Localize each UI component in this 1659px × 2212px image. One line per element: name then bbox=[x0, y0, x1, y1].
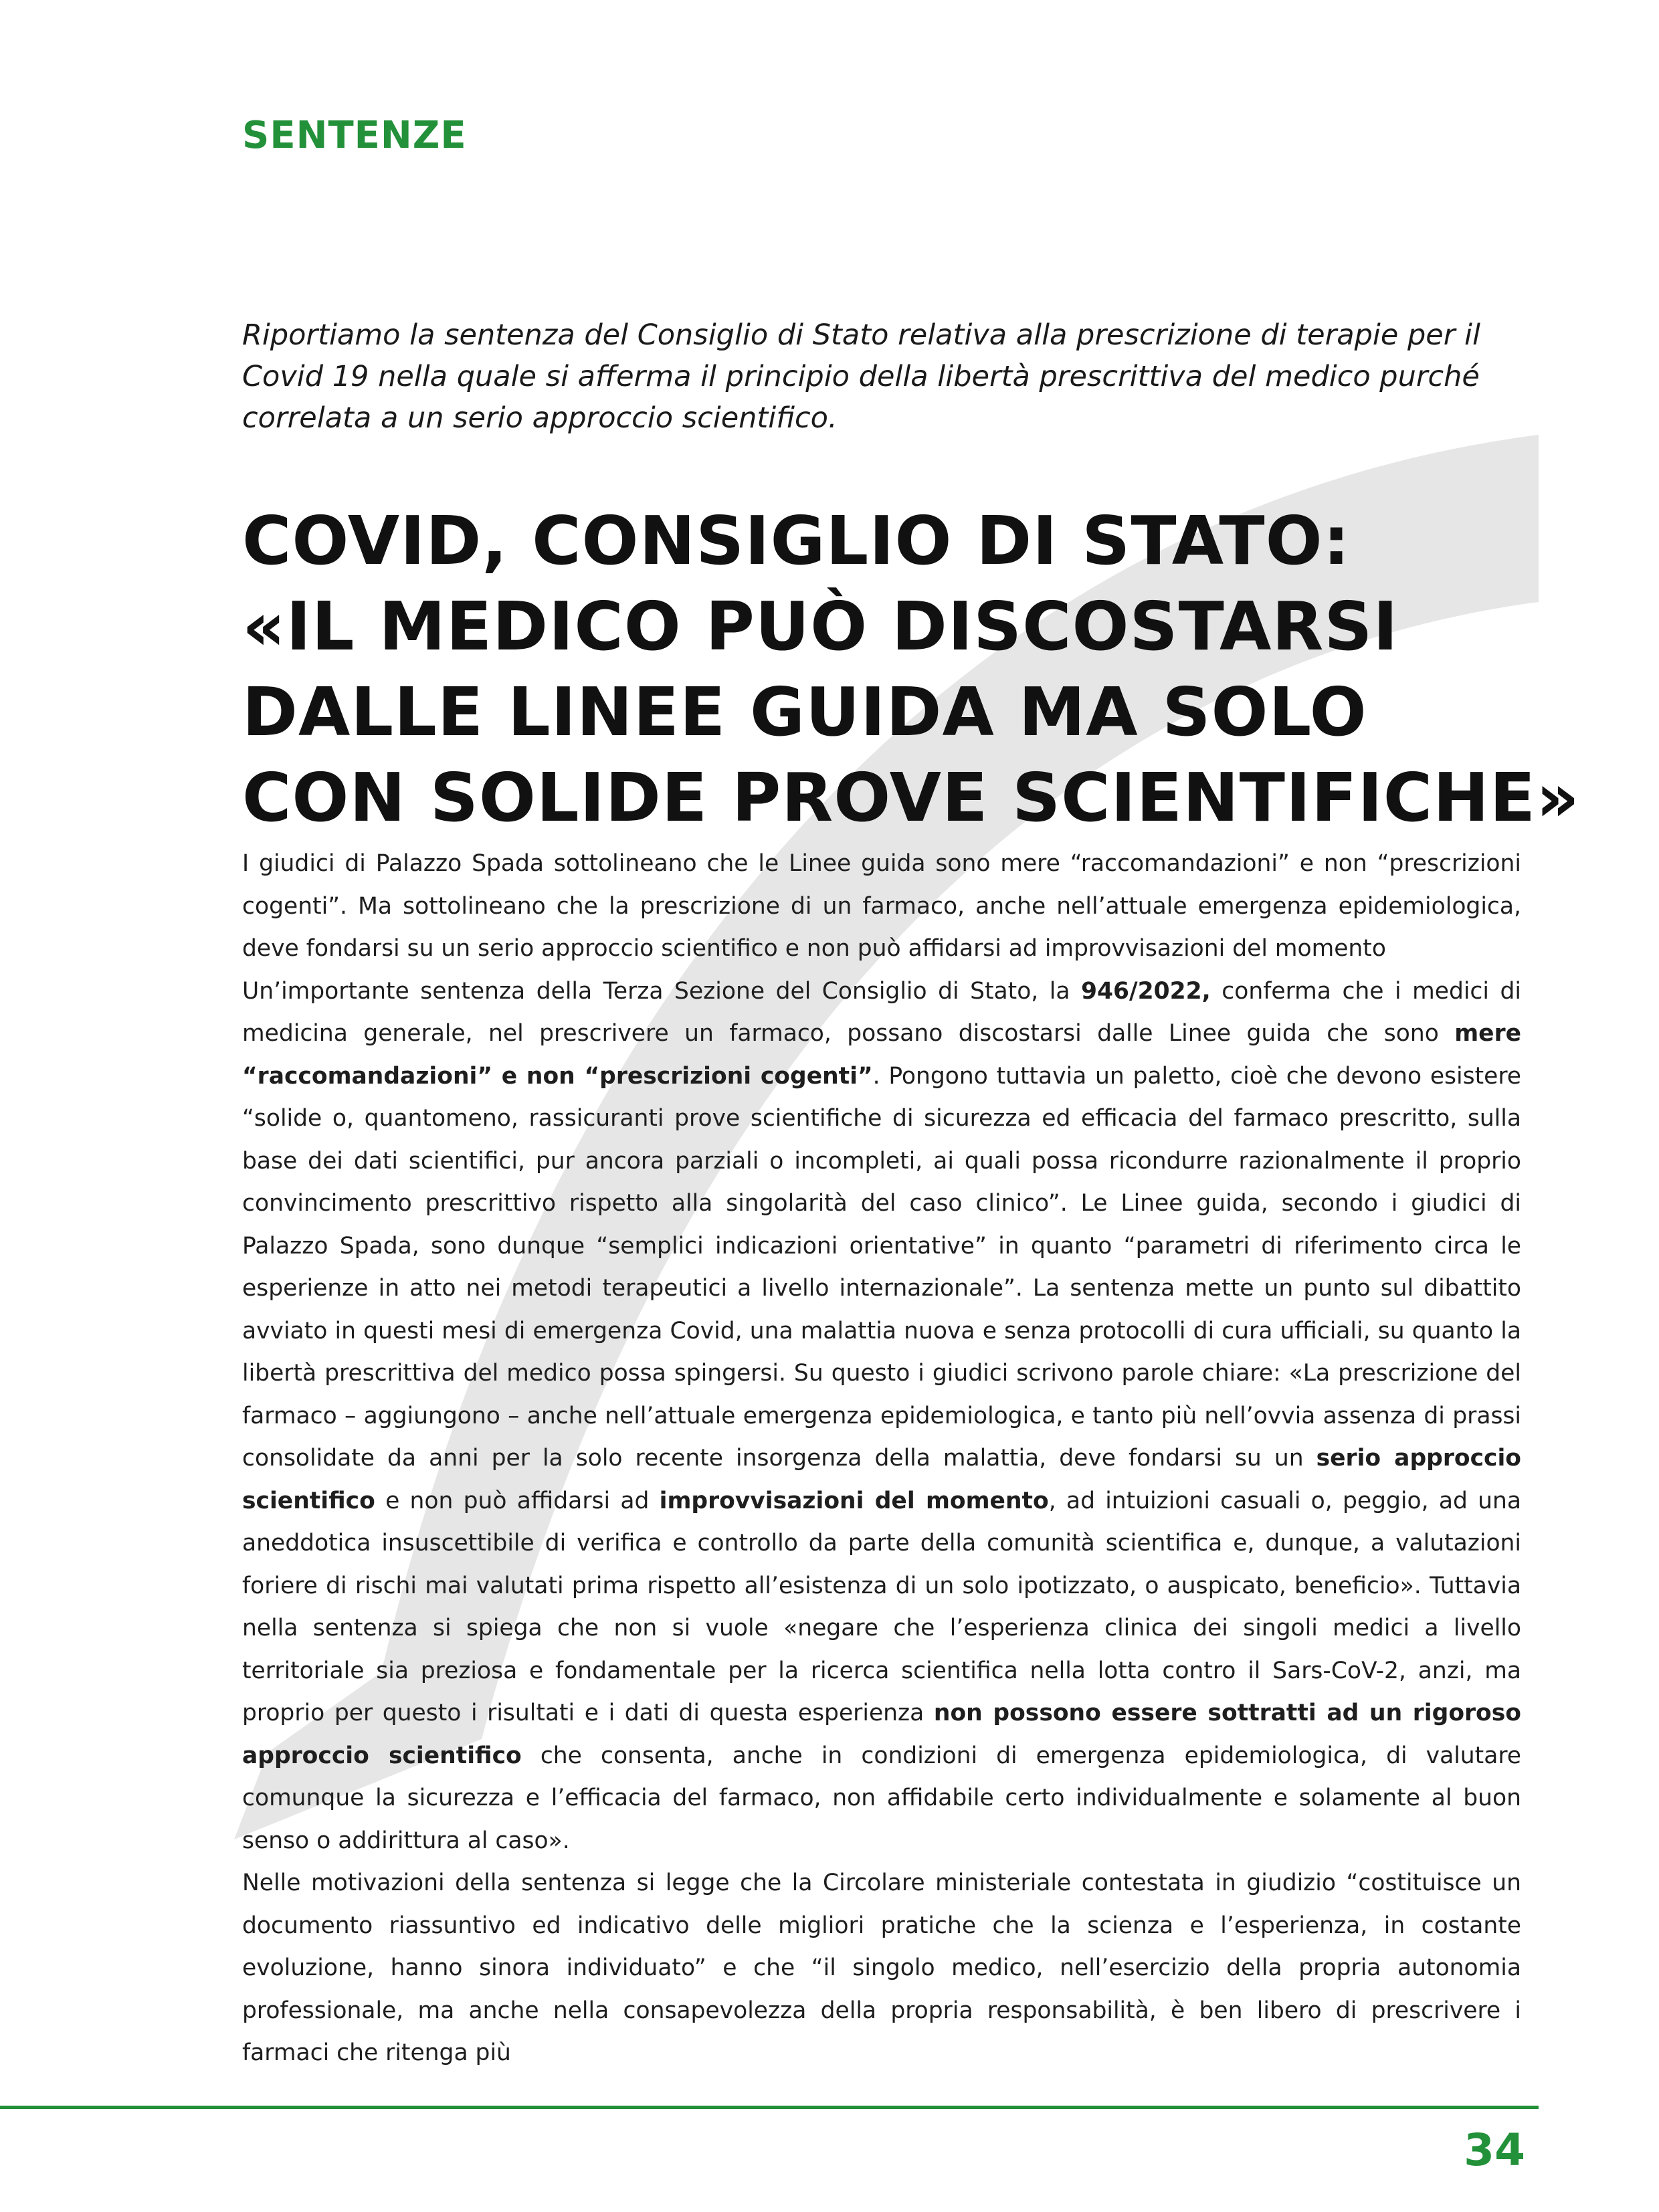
bold-text-run: 946/2022, bbox=[1081, 977, 1211, 1005]
page-number: 34 bbox=[1464, 2124, 1525, 2176]
text-run: Un’importante sentenza della Terza Sezione del Consiglio di Stato, la bbox=[242, 977, 1082, 1005]
bold-text-run: mere “raccomandazioni” e non “prescrizioni cogenti” bbox=[242, 1020, 1521, 1090]
bold-text-run: improvvisazioni del momento bbox=[659, 1487, 1049, 1514]
article-headline bbox=[242, 498, 1580, 841]
text-run: conferma che i medici di medicina generale, nel prescrivere un farmaco, possano discostarsi dalle Linee guida che sono bbox=[242, 977, 1521, 1047]
intro-line: correlata a un serio approccio scientifico. bbox=[242, 401, 838, 435]
intro-line: Riportiamo la sentenza del Consiglio di Stato relativa alla prescrizione di terapie per il bbox=[242, 318, 1480, 352]
article-paragraph bbox=[242, 971, 1521, 1863]
bold-text-run: serio approccio scientifico bbox=[242, 1445, 1522, 1514]
text-run: . Pongono tuttavia un paletto, cioè che devono esistere “solide o, quantomeno, rassicuranti prove scientifiche di sicurezza ed efficacia del farmaco prescritto, sulla base dei dati scientifici, pur ancora parziali o incompleti, ai quali possa ricondurre razionalmente il proprio convincimento prescrittivo rispetto alla singolarità del caso clinico”. Le Linee guida, secondo i giudici di Palazzo Spada, sono dunque “semplici indicazioni orientative” in quanto “parametri di riferimento circa le esperienze in atto nei metodi terapeutici a livello internazionale”. La sentenza mette un punto sul dibattito avviato in questi mesi di emergenza Covid, una malattia nuova e senza protocolli di cura ufficiali, su quanto la libertà prescrittiva del medico possa spingersi. Su questo i giudici scrivono parole chiare: «La prescrizione del farmaco – aggiungono – anche nell’attuale emergenza epidemiologica, e tanto più nell’ovvia assenza di prassi consolidate da anni per la solo recente insorgenza della malattia, deve fondarsi su un bbox=[242, 1062, 1521, 1472]
article-body bbox=[242, 843, 1521, 2075]
text-run: e non può affidarsi ad bbox=[375, 1487, 660, 1514]
text-run: , ad intuizioni casuali o, peggio, ad una aneddotica insuscettibile di verifica e controllo da parte della comunità scientifica e, dunque, a valutazioni foriere di rischi mai valutati prima rispetto all’esistenza di un solo ipotizzato, o auspicato, beneficio». Tuttavia nella sentenza si spiega che non si vuole «negare che l’esperienza clinica dei singoli medici a livello territoriale sia preziosa e fondamentale per la ricerca scientifica nella lotta contro il Sars-CoV-2, anzi, ma proprio per questo i risultati e i dati di questa esperienza bbox=[242, 1487, 1522, 1726]
intro-summary bbox=[242, 314, 1521, 439]
headline-line: «IL MEDICO PUÒ DISCOSTARSI bbox=[242, 587, 1399, 666]
headline-line: DALLE LINEE GUIDA MA SOLO bbox=[242, 673, 1367, 751]
article-paragraph-lead: I giudici di Palazzo Spada sottolineano che le Linee guida sono mere “raccomandazioni” e non “prescrizioni cogenti”. Ma sottolineano che la prescrizione di un farmaco, anche nell’attuale emergenza epidemiologica, deve fondarsi su un serio approccio scientifico e non può affidarsi ad improvvisazioni del momento bbox=[242, 850, 1521, 962]
text-run: che consenta, anche in condizioni di emergenza epidemiologica, di valutare comunque la sicurezza e l’efficacia del farmaco, non affidabile certo individualmente e solamente al buon senso o addirittura al caso». bbox=[242, 1742, 1521, 1854]
intro-line: Covid 19 nella quale si afferma il principio della libertà prescrittiva del medico purché bbox=[242, 360, 1480, 393]
bold-text-run: non possono essere sottratti ad un rigoroso approccio scientifico bbox=[242, 1700, 1521, 1769]
section-label: SENTENZE bbox=[242, 114, 467, 157]
article-paragraph: Nelle motivazioni della sentenza si legge che la Circolare ministeriale contestata in giudizio “costituisce un documento riassuntivo ed indicativo delle migliori pratiche che la scienza e l’esperienza, in costante evoluzione, hanno sinora individuato” e che “il singolo medico, nell’esercizio della propria autonomia professionale, ma anche nella consapevolezza della propria responsabilità, è ben libero di prescrivere i farmaci che ritenga più bbox=[242, 1870, 1521, 2066]
headline-line: COVID, CONSIGLIO DI STATO: bbox=[242, 502, 1351, 580]
footer-divider bbox=[0, 2106, 1539, 2109]
headline-line: CON SOLIDE PROVE SCIENTIFICHE» bbox=[242, 759, 1580, 837]
